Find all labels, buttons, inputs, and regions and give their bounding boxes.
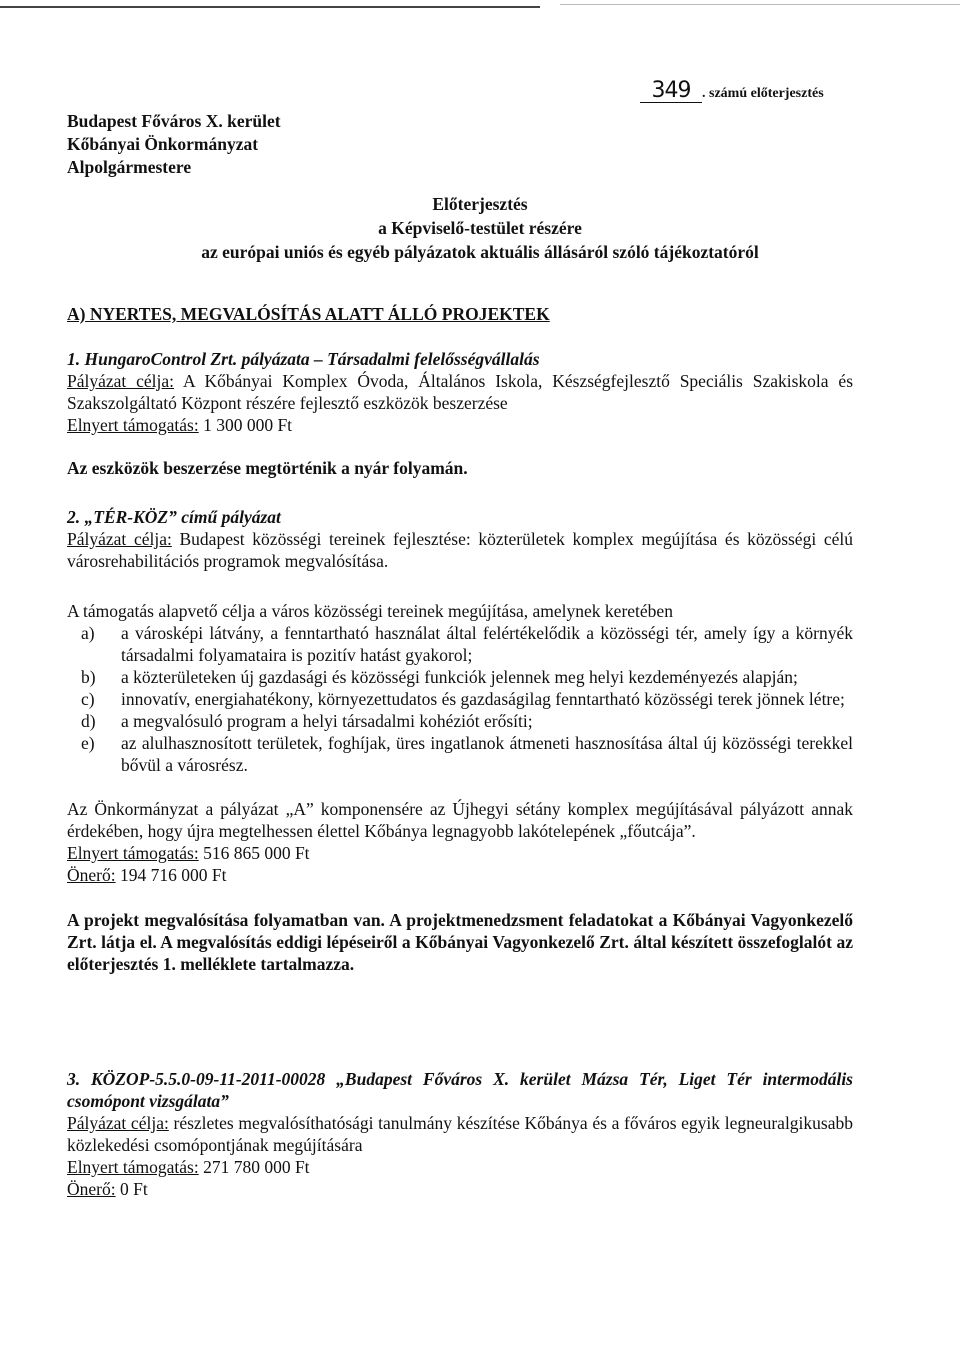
grant-amount xyxy=(67,1156,853,1178)
own-value: 194 716 000 Ft xyxy=(115,865,227,885)
project-status: Az eszközök beszerzése megtörténik a nyár folyamán. xyxy=(67,458,468,478)
section-heading: A) NYERTES, MEGVALÓSÍTÁS ALATT ÁLLÓ PROJEKTEK xyxy=(67,304,550,324)
grant-value: 1 300 000 Ft xyxy=(198,415,293,435)
goal-text: részletes megvalósíthatósági tanulmány készítése Kőbánya és a főváros egyik legneuralgikusabb közlekedési csomópontjának megújítására xyxy=(67,1113,853,1155)
project-2 xyxy=(67,506,853,975)
reference-label: . számú előterjesztés xyxy=(702,86,824,101)
goal-text: A Kőbányai Komplex Óvoda, Általános Iskola, Készségfejlesztő Speciális Szakiskola és Szakszolgáltató Központ részére fejlesztő eszközök beszerzése xyxy=(67,371,854,413)
own-contribution xyxy=(67,1178,853,1200)
project-heading: 2. „TÉR-KÖZ” című pályázat xyxy=(67,507,281,527)
handwritten-number: 349 xyxy=(640,80,702,103)
goal-label: Pályázat célja: xyxy=(67,371,175,391)
list-item: a) a városképi látvány, a fenntartható használat által felértékelődik a közösségi tér, amely így a környék társadalmi folyamataira is pozitív hatást gyakorol; xyxy=(81,623,853,665)
list-item: b) a közterületeken új gazdasági és közösségi funkciók jelennek meg helyi kezdeményezés alapján; xyxy=(81,667,798,687)
list-item: c) innovatív, energiahatékony, környezettudatos és gazdaságilag fenntartható közösségi terek jönnek létre; xyxy=(81,689,845,709)
issuer-line: Kőbányai Önkormányzat xyxy=(67,134,259,154)
project-1 xyxy=(67,348,853,479)
goal-label: Pályázat célja: xyxy=(67,1113,169,1133)
scan-top-rule xyxy=(0,6,540,8)
list-item: e) az alulhasznosított területek, foghíjak, üres ingatlanok átmeneti hasznosítása által új közösségi terekkel bővül a városrész. xyxy=(81,733,853,775)
support-intro: A támogatás alapvető célja a város közösségi tereinek megújítása, amelynek keretében xyxy=(67,601,673,621)
project-3 xyxy=(67,1068,853,1200)
grant-value: 271 780 000 Ft xyxy=(198,1157,310,1177)
title-line: Előterjesztés xyxy=(432,194,528,214)
grant-amount xyxy=(67,842,853,864)
list-item: d) a megvalósuló program a helyi társadalmi kohéziót erősíti; xyxy=(81,711,533,731)
project-goal xyxy=(67,370,853,414)
reference-number xyxy=(640,80,824,105)
grant-label: Elnyert támogatás: xyxy=(67,415,199,435)
project-heading: 1. HungaroControl Zrt. pályázata – Társadalmi felelősségvállalás xyxy=(67,349,540,369)
grant-amount xyxy=(67,414,853,436)
project-status: A projekt megvalósítása folyamatban van. A projektmenedzsment feladatokat a Kőbányai Vagyonkezelő Zrt. látja el. A megvalósítás eddigi lépéseiről a Kőbányai Vagyonkezelő Zrt. által készített összefoglalót az előterjesztés 1. melléklete tartalmazza. xyxy=(67,910,853,974)
support-goals-list xyxy=(81,622,853,776)
title-line: a Képviselő-testület részére xyxy=(378,218,582,238)
own-value: 0 Ft xyxy=(115,1179,148,1199)
document-title xyxy=(0,192,960,264)
goal-text: Budapest közösségi tereinek fejlesztése: közterületek komplex megújítása és közösségi célú városrehabilitációs programok megvalósítása. xyxy=(67,529,854,571)
component-paragraph: Az Önkormányzat a pályázat „A” komponensére az Újhegyi sétány komplex megújításával pályázott annak érdekében, hogy újra megtelhessen élettel Kőbánya legnagyobb lakótelepének „főutcája”. xyxy=(67,799,853,841)
issuer-block xyxy=(67,110,281,179)
own-contribution xyxy=(67,864,853,886)
own-label: Önerő: xyxy=(67,865,116,885)
project-heading: 3. KÖZOP-5.5.0-09-11-2011-00028 „Budapest Főváros X. kerület Mázsa Tér, Liget Tér intermodális csomópont vizsgálata” xyxy=(67,1069,853,1111)
project-goal xyxy=(67,1112,853,1156)
issuer-line: Budapest Főváros X. kerület xyxy=(67,111,281,131)
project-goal xyxy=(67,528,853,572)
title-line: az európai uniós és egyéb pályázatok aktuális állásáról szóló tájékoztatóról xyxy=(201,242,759,262)
own-label: Önerő: xyxy=(67,1179,116,1199)
scan-top-rule-faint xyxy=(560,4,960,5)
issuer-line: Alpolgármestere xyxy=(67,157,192,177)
grant-label: Elnyert támogatás: xyxy=(67,1157,199,1177)
grant-label: Elnyert támogatás: xyxy=(67,843,199,863)
goal-label: Pályázat célja: xyxy=(67,529,172,549)
grant-value: 516 865 000 Ft xyxy=(198,843,310,863)
